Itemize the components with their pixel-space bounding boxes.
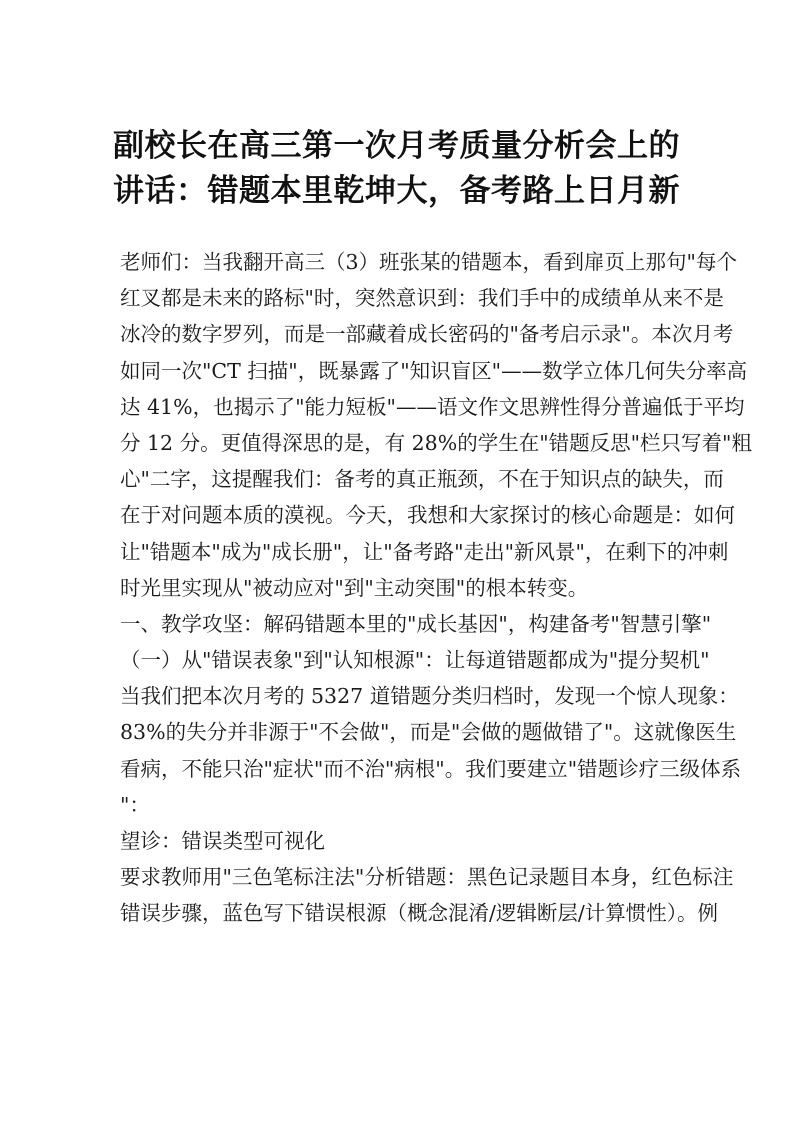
body-line-3: 冰冷的数字罗列，而是一部藏着成长密码的"备考启示录"。本次月考 (120, 322, 734, 347)
body-line-5: 达 41%，也揭示了"能力短板"——语文作文思辨性得分普遍低于平均 (120, 394, 745, 419)
body-line-14: 83%的失分并非源于"不会做"，而是"会做的题做错了"。这就像医生 (120, 720, 737, 745)
body-line-15: 看病，不能只治"症状"而不治"病根"。我们要建立"错题诊疗三级体系 (120, 756, 742, 781)
body-line-7: 心"二字，这提醒我们：备考的真正瓶颈，不在于知识点的缺失，而 (120, 467, 724, 492)
body-line-9: 让"错题本"成为"成长册"，让"备考路"走出"新风景"，在剩下的冲刺 (120, 539, 729, 564)
title-line-1: 副校长在高三第一次月考质量分析会上的 (113, 128, 680, 164)
body-line-10: 时光里实现从"被动应对"到"主动突围"的根本转变。 (120, 575, 589, 600)
body-line-8: 在于对问题本质的漠视。今天，我想和大家探讨的核心命题是：如何 (120, 503, 735, 528)
title-line-2: 讲话：错题本里乾坤大，备考路上日月新 (113, 173, 680, 209)
body-line-13: 当我们把本次月考的 5327 道错题分类归档时，发现一个惊人现象： (120, 684, 739, 709)
document-title (100, 124, 693, 214)
subsection-heading-1: （一）从"错误表象"到"认知根源"：让每道错题都成为"提分契机" (120, 648, 710, 673)
document-body (120, 244, 752, 932)
body-line-1: 老师们：当我翻开高三（3）班张某的错题本，看到扉页上那句"每个 (120, 250, 737, 274)
body-line-6: 分 12 分。更值得深思的是，有 28%的学生在"错题反思"栏只写着"粗 (120, 430, 752, 455)
body-line-16: "： (120, 792, 150, 817)
body-line-19: 错误步骤，蓝色写下错误根源（概念混淆/逻辑断层/计算惯性）。例 (120, 901, 719, 926)
body-line-4: 如同一次"CT 扫描"，既暴露了"知识盲区"——数学立体几何失分率高 (120, 358, 748, 383)
body-line-18: 要求教师用"三色笔标注法"分析错题：黑色记录题目本身，红色标注 (120, 865, 734, 890)
section-heading-1: 一、教学攻坚：解码错题本里的"成长基因"，构建备考"智慧引擎" (120, 611, 712, 636)
body-line-2: 红叉都是未来的路标"时，突然意识到：我们手中的成绩单从来不是 (120, 286, 724, 311)
item-heading-wangzhen: 望诊：错误类型可视化 (120, 829, 325, 853)
